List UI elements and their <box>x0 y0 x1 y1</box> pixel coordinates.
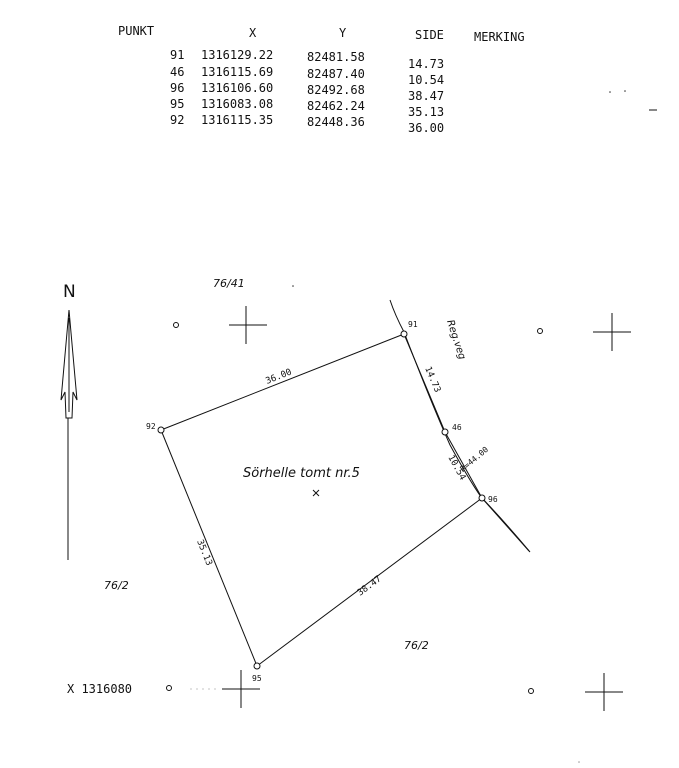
side-value: 14.73 <box>408 57 445 71</box>
scan-marks <box>292 90 657 763</box>
table-row-x: 1316106.60 <box>201 81 274 95</box>
coordinate-table <box>118 24 525 135</box>
table-row-x: 1316083.08 <box>201 97 274 111</box>
edge-length-label: 35.13 <box>194 538 214 568</box>
table-row-x: 1316129.22 <box>201 48 274 62</box>
road-label: Reg.veg <box>444 318 468 361</box>
point-label-95: 95 <box>252 674 262 683</box>
point-label-91: 91 <box>408 320 418 329</box>
edge-length-label: 10.54 <box>445 453 468 483</box>
header-merking: MERKING <box>474 30 525 44</box>
header-y: Y <box>339 26 347 40</box>
table-row-y: 82492.68 <box>307 83 365 97</box>
point-label-92: 92 <box>146 422 156 431</box>
grid-circle-marker <box>174 323 179 328</box>
point-marker-96 <box>479 495 485 501</box>
table-row-punkt: 92 <box>170 113 185 127</box>
table-row-y: 82487.40 <box>307 67 365 81</box>
edge-length-label: 14.73 <box>422 365 443 395</box>
grid-circle-marker <box>538 329 543 334</box>
table-row-x: 1316115.69 <box>201 65 274 79</box>
point-marker-46 <box>442 429 448 435</box>
north-arrow <box>61 282 77 560</box>
point-marker-92 <box>158 427 164 433</box>
edge-labels <box>194 365 490 598</box>
edge-length-label: 36.00 <box>264 367 294 387</box>
plot-center-mark <box>313 490 319 496</box>
point-marker-91 <box>401 331 407 337</box>
grid-markers <box>167 306 632 711</box>
table-row-y: 82481.58 <box>307 50 365 64</box>
side-value: 10.54 <box>408 73 445 87</box>
side-value: 38.47 <box>408 89 445 103</box>
road-curve-line <box>481 497 529 551</box>
header-punkt: PUNKT <box>118 24 155 38</box>
grid-cross-marker <box>229 306 267 344</box>
header-side: SIDE <box>415 28 444 42</box>
grid-circle-marker <box>529 689 534 694</box>
grid-cross-marker <box>585 673 623 711</box>
table-row-punkt: 46 <box>170 65 185 79</box>
table-row-y: 82448.36 <box>307 115 365 129</box>
grid-cross-marker <box>593 313 631 351</box>
side-value: 36.00 <box>408 121 445 135</box>
parcel-label-left: 76/2 <box>104 579 129 592</box>
parcel-label-top: 76/41 <box>213 277 245 290</box>
point-label-46: 46 <box>452 423 462 432</box>
north-label: N <box>63 282 76 302</box>
boundary-line-91-92 <box>161 334 404 430</box>
table-row-y: 82462.24 <box>307 99 365 113</box>
parcel-label-bottom-right: 76/2 <box>404 639 429 652</box>
table-row-punkt: 95 <box>170 97 185 111</box>
table-row-x: 1316115.35 <box>201 113 274 127</box>
grid-circle-marker <box>167 686 172 691</box>
point-marker-95 <box>254 663 260 669</box>
table-row-punkt: 96 <box>170 81 185 95</box>
edge-length-label: 38.47 <box>355 574 384 599</box>
header-x: X <box>249 26 257 40</box>
side-value: 35.13 <box>408 105 445 119</box>
table-row-punkt: 91 <box>170 48 185 62</box>
plot-title: Sörhelle tomt nr.5 <box>243 466 360 481</box>
x-coordinate-label: X 1316080 <box>67 682 133 696</box>
radius-label: R=44.00 <box>458 444 491 474</box>
boundary-points <box>146 320 498 683</box>
point-label-96: 96 <box>488 495 498 504</box>
